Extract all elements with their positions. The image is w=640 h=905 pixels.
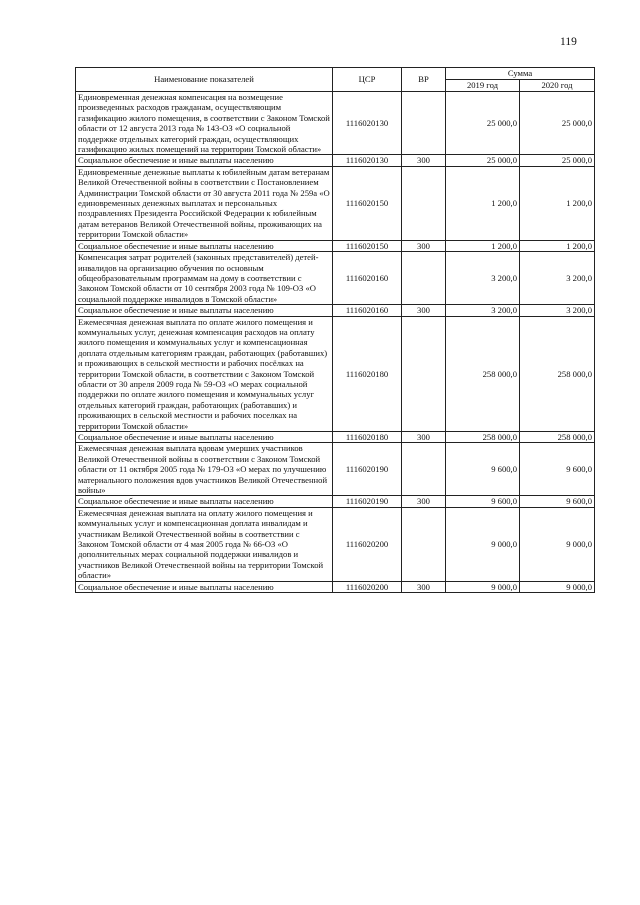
header-year-2020: 2020 год xyxy=(520,80,595,92)
table-row xyxy=(76,316,595,431)
table-row xyxy=(76,252,595,305)
row-sum-2019: 9 600,0 xyxy=(446,496,520,507)
table-row xyxy=(76,507,595,581)
header-sum: Сумма xyxy=(446,68,595,80)
row-name: Социальное обеспечение и иные выплаты населению xyxy=(76,432,333,443)
row-sum-2019: 9 000,0 xyxy=(446,507,520,581)
table-row xyxy=(76,443,595,496)
row-sum-2020: 25 000,0 xyxy=(520,92,595,155)
table-row xyxy=(76,240,595,251)
row-csr: 1116020130 xyxy=(333,155,402,166)
table-header-row xyxy=(76,68,595,80)
row-sum-2020: 258 000,0 xyxy=(520,316,595,431)
table-row xyxy=(76,92,595,155)
row-sum-2020: 3 200,0 xyxy=(520,305,595,316)
row-csr: 1116020200 xyxy=(333,581,402,592)
row-vr xyxy=(402,252,446,305)
row-vr: 300 xyxy=(402,432,446,443)
row-sum-2020: 1 200,0 xyxy=(520,166,595,240)
row-name: Социальное обеспечение и иные выплаты населению xyxy=(76,305,333,316)
row-name: Социальное обеспечение и иные выплаты населению xyxy=(76,240,333,251)
row-csr: 1116020200 xyxy=(333,507,402,581)
row-name: Социальное обеспечение и иные выплаты населению xyxy=(76,581,333,592)
row-sum-2020: 25 000,0 xyxy=(520,155,595,166)
row-csr: 1116020150 xyxy=(333,166,402,240)
row-csr: 1116020130 xyxy=(333,92,402,155)
row-sum-2020: 9 600,0 xyxy=(520,496,595,507)
row-vr: 300 xyxy=(402,240,446,251)
row-sum-2019: 3 200,0 xyxy=(446,252,520,305)
row-csr: 1116020150 xyxy=(333,240,402,251)
row-csr: 1116020160 xyxy=(333,305,402,316)
row-sum-2019: 25 000,0 xyxy=(446,92,520,155)
row-sum-2019: 258 000,0 xyxy=(446,432,520,443)
row-csr: 1116020160 xyxy=(333,252,402,305)
row-name: Единовременная денежная компенсация на возмещение произведенных расходов гражданам, осуществляющим газификацию жилого помещения, в соответствии с Законом Томской области от 12 августа 2013 года № 143-ОЗ «О социальной поддержке отдельных категорий граждан, осуществляющих газификацию жилых помещений на территории Томской области» xyxy=(76,92,333,155)
row-vr xyxy=(402,92,446,155)
header-csr: ЦСР xyxy=(333,68,402,92)
row-sum-2019: 1 200,0 xyxy=(446,240,520,251)
row-vr: 300 xyxy=(402,155,446,166)
row-vr: 300 xyxy=(402,496,446,507)
page-number: 119 xyxy=(560,36,577,48)
row-name: Социальное обеспечение и иные выплаты населению xyxy=(76,496,333,507)
budget-table xyxy=(75,67,595,593)
table-row xyxy=(76,166,595,240)
header-vr: ВР xyxy=(402,68,446,92)
row-vr xyxy=(402,316,446,431)
row-csr: 1116020180 xyxy=(333,432,402,443)
row-sum-2019: 3 200,0 xyxy=(446,305,520,316)
header-year-2019: 2019 год xyxy=(446,80,520,92)
row-sum-2020: 258 000,0 xyxy=(520,432,595,443)
table-row xyxy=(76,432,595,443)
row-sum-2020: 1 200,0 xyxy=(520,240,595,251)
header-name: Наименование показателей xyxy=(76,68,333,92)
row-vr xyxy=(402,166,446,240)
row-sum-2019: 258 000,0 xyxy=(446,316,520,431)
row-name: Ежемесячная денежная выплата по оплате жилого помещения и коммунальных услуг, денежная компенсация расходов на оплату жилого помещения и коммунальных услуг и компенсационная доплата отдельным категориям граждан, работающих (работавших) и проживающих в сельской местности и рабочих посёлках на территории Томской области, в соответствии с Законом Томской области от 30 апреля 2009 года № 59-ОЗ «О мерах социальной поддержки по оплате жилого помещения и коммунальных услуг отдельных категорий граждан, работающих (работавших) и проживающих в сельской местности и рабочих поселках на территории Томской области» xyxy=(76,316,333,431)
row-sum-2020: 9 000,0 xyxy=(520,507,595,581)
row-name: Компенсация затрат родителей (законных представителей) детей-инвалидов на организацию обучения по основным общеобразовательным программам на дому в соответствии с Законом Томской области от 10 сентября 2003 года № 109-ОЗ «О социальной поддержке инвалидов в Томской области» xyxy=(76,252,333,305)
row-csr: 1116020180 xyxy=(333,316,402,431)
row-name: Единовременные денежные выплаты к юбилейным датам ветеранам Великой Отечественной войны в соответствии с Постановлением Администрации Томской области от 30 августа 2011 года № 259а «О единовременных денежных выплатах и персональных поздравлениях Президента Российской Федерации к юбилейным датам ветеранов Великой Отечественной войны, проживающих на территории Томской области» xyxy=(76,166,333,240)
table-row xyxy=(76,155,595,166)
table-row xyxy=(76,305,595,316)
row-vr: 300 xyxy=(402,305,446,316)
row-sum-2019: 9 000,0 xyxy=(446,581,520,592)
row-name: Ежемесячная денежная выплата вдовам умерших участников Великой Отечественной войны в соответствии с Законом Томской области от 11 октября 2005 года № 179-ОЗ «О мерах по улучшению материального положения вдов участников Великой Отечественной войны» xyxy=(76,443,333,496)
row-csr: 1116020190 xyxy=(333,443,402,496)
row-vr xyxy=(402,443,446,496)
row-sum-2020: 9 600,0 xyxy=(520,443,595,496)
table-row xyxy=(76,496,595,507)
row-name: Ежемесячная денежная выплата на оплату жилого помещения и коммунальных услуг и компенсационная доплата инвалидам и участникам Великой Отечественной войны в соответствии с Законом Томской области от 4 мая 2005 года № 66-ОЗ «О дополнительных мерах социальной поддержки инвалидов и участников Великой Отечественной войны на территории Томской области» xyxy=(76,507,333,581)
row-sum-2019: 1 200,0 xyxy=(446,166,520,240)
row-sum-2019: 9 600,0 xyxy=(446,443,520,496)
row-csr: 1116020190 xyxy=(333,496,402,507)
row-name: Социальное обеспечение и иные выплаты населению xyxy=(76,155,333,166)
row-sum-2019: 25 000,0 xyxy=(446,155,520,166)
row-vr: 300 xyxy=(402,581,446,592)
table-row xyxy=(76,581,595,592)
row-sum-2020: 9 000,0 xyxy=(520,581,595,592)
table-body xyxy=(76,92,595,593)
row-vr xyxy=(402,507,446,581)
row-sum-2020: 3 200,0 xyxy=(520,252,595,305)
